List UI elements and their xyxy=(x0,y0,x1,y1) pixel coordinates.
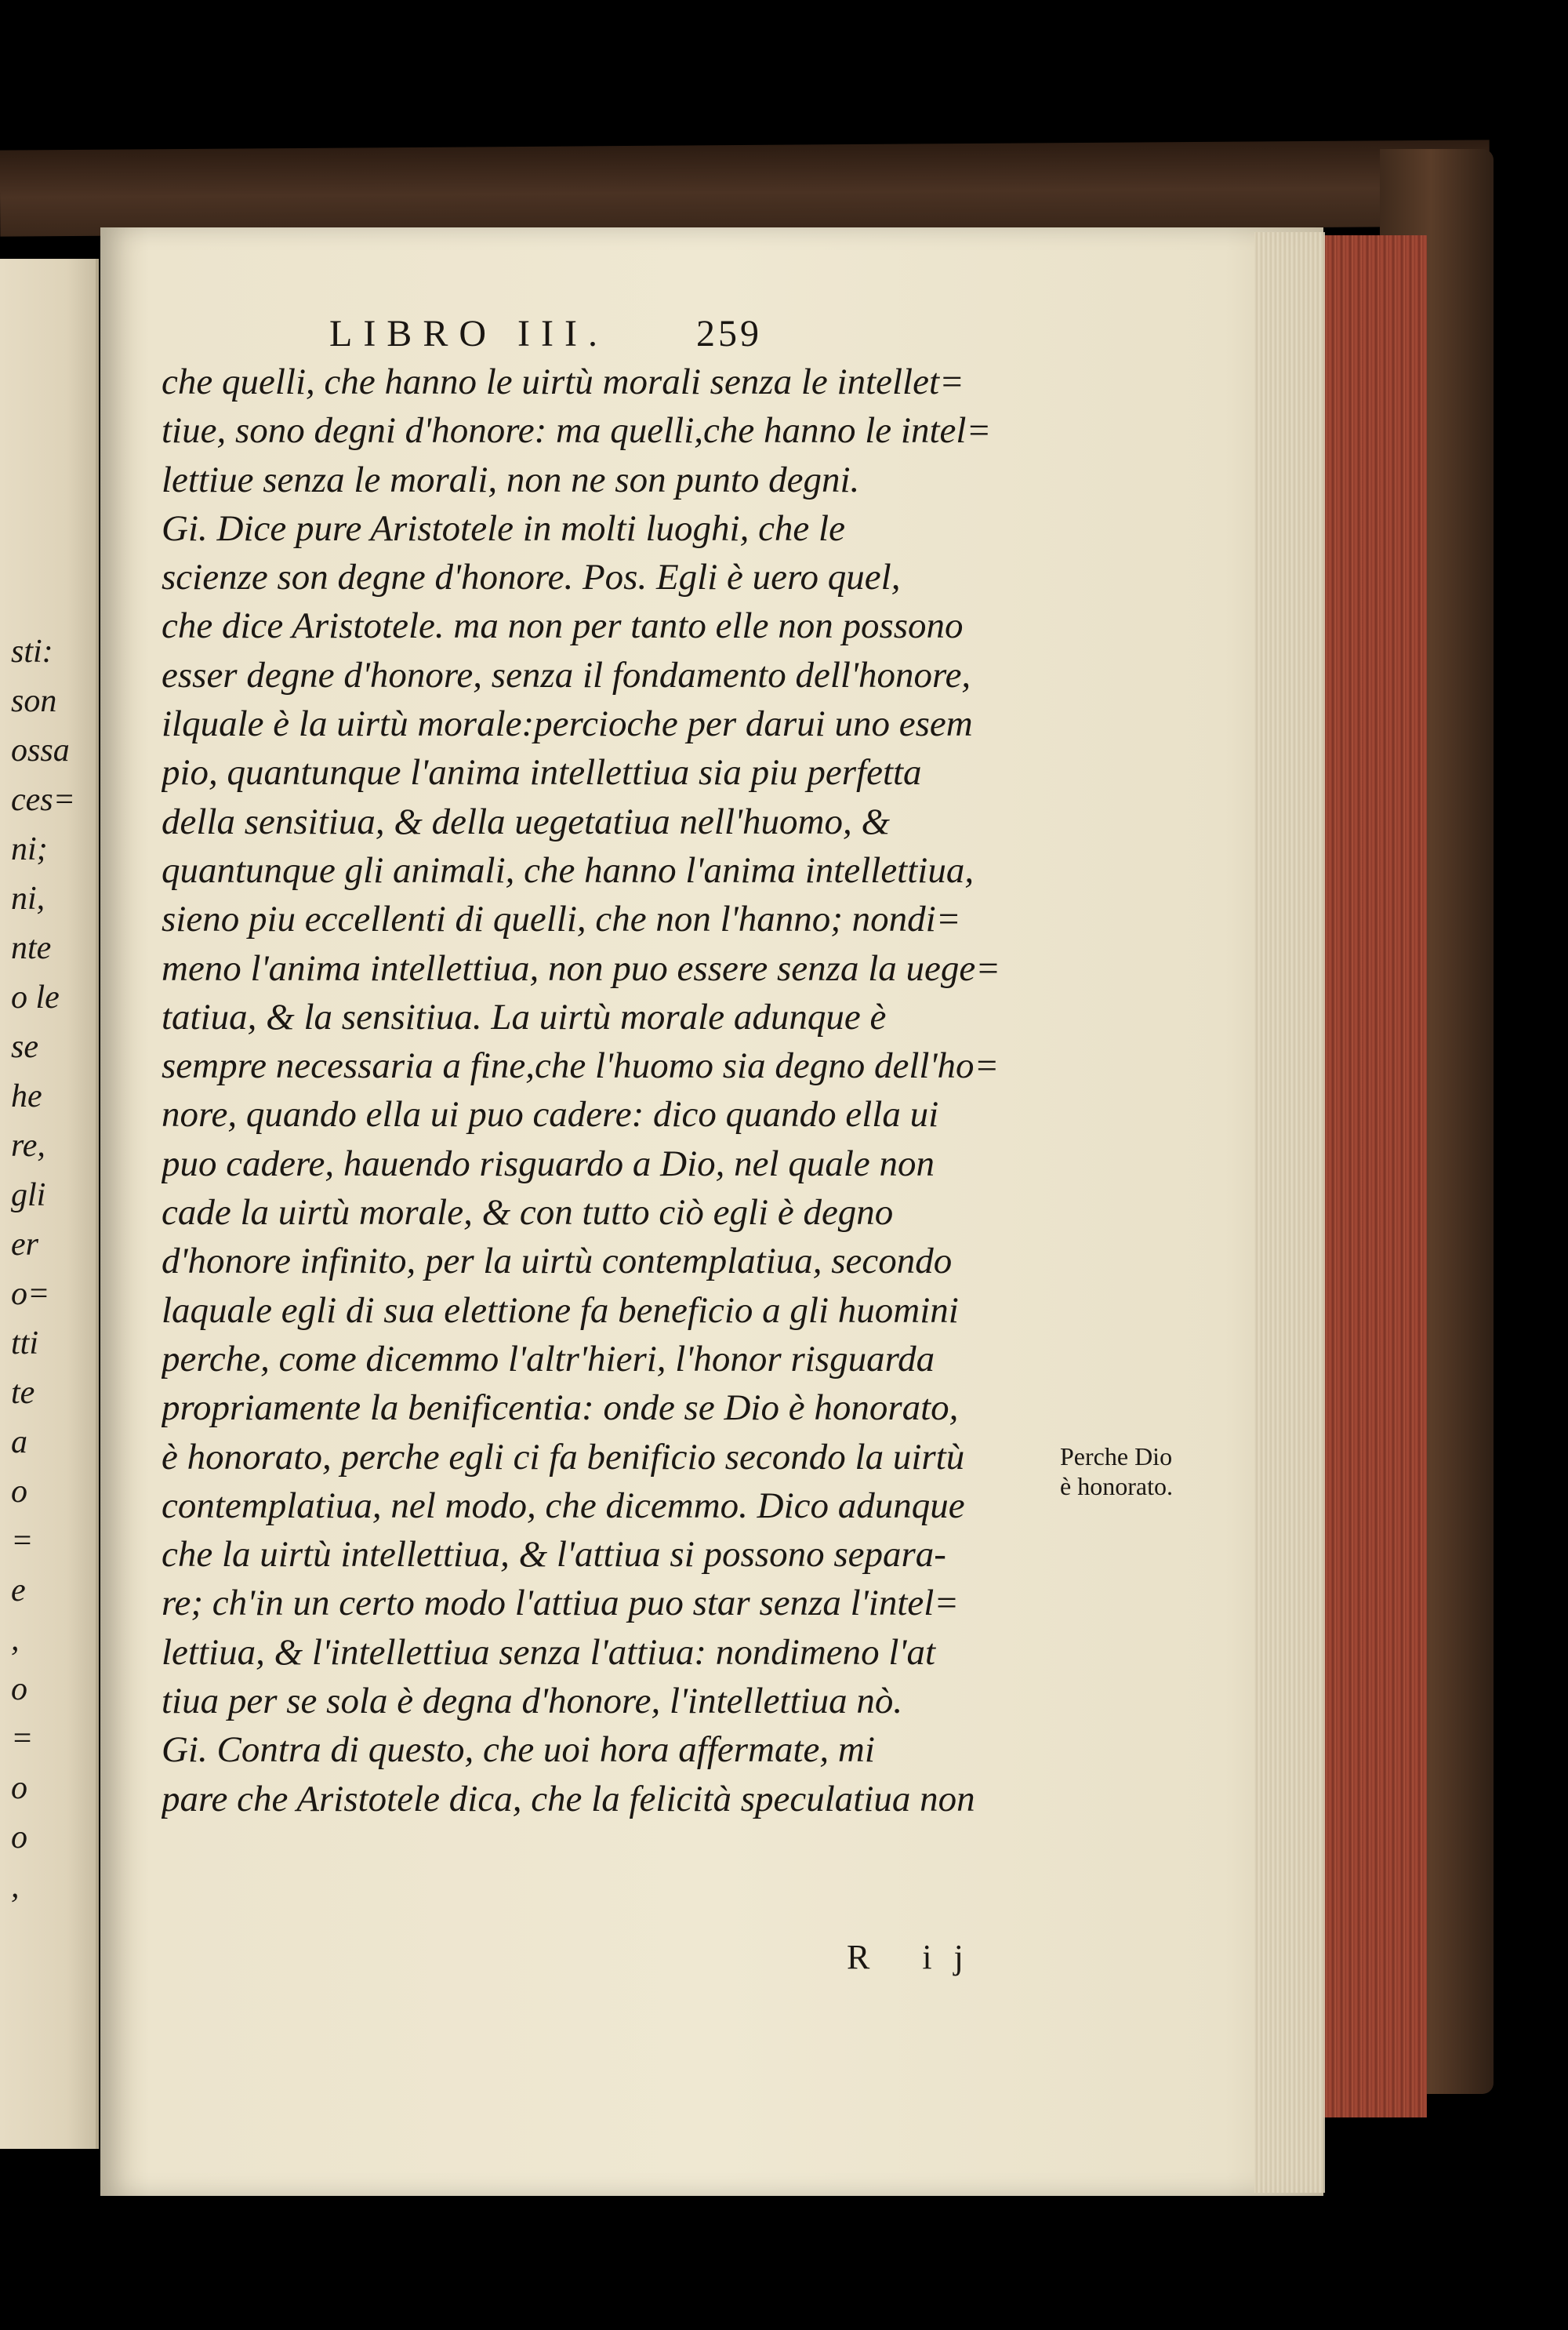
prev-page-fragment: = xyxy=(11,1523,34,1559)
prev-page-fragment: ni, xyxy=(11,881,45,917)
page-stack-edges xyxy=(1254,232,1325,2193)
text-line: lettiue senza le morali, non ne son punto degni. xyxy=(162,459,860,500)
running-head-title: LIBRO III. xyxy=(329,313,608,354)
signature-mark: R ij xyxy=(847,1938,985,1976)
text-line: laquale egli di sua elettione fa beneficio a gli huomini xyxy=(162,1289,959,1331)
book-cover-top xyxy=(0,140,1490,236)
prev-page-fragment: gli xyxy=(11,1177,46,1213)
running-head xyxy=(329,312,1035,355)
text-line: è honorato, perche egli ci fa benificio secondo la uirtù xyxy=(162,1436,965,1478)
prev-page-fragment: son xyxy=(11,683,57,719)
prev-page-fragment: o xyxy=(11,1671,27,1707)
margin-note-line: Perche Dio xyxy=(1060,1442,1173,1470)
body-text xyxy=(162,358,1063,1823)
page-number: 259 xyxy=(695,313,762,354)
text-line: Gi. Dice pure Aristotele in molti luoghi, che le xyxy=(162,507,845,549)
prev-page-fragment: sti: xyxy=(11,634,53,670)
text-line: della sensitiua, & della uegetatiua nell'huomo, & xyxy=(162,801,891,842)
prev-page-fragment: he xyxy=(11,1078,42,1114)
text-line: quantunque gli animali, che hanno l'anima intellettiua, xyxy=(162,849,975,891)
text-line: puo cadere, hauendo risguardo a Dio, nel quale non xyxy=(162,1143,935,1184)
text-line: re; ch'in un certo modo l'attiua puo star senza l'intel= xyxy=(162,1583,960,1624)
prev-page-fragment: nte xyxy=(11,930,52,966)
text-line: tatiua, & la sensitiua. La uirtù morale adunque è xyxy=(162,996,887,1038)
text-line: contemplatiua, nel modo, che dicemmo. Dico adunque xyxy=(162,1485,965,1526)
prev-page-fragment: o= xyxy=(11,1276,50,1312)
prev-page-fragment: o xyxy=(11,1474,27,1510)
text-line: meno l'anima intellettiua, non puo essere senza la uege= xyxy=(162,947,1000,989)
prev-page-fragment: , xyxy=(11,1622,20,1658)
prev-page-fragment: , xyxy=(11,1869,20,1905)
text-line: Gi. Contra di questo, che uoi hora affermate, mi xyxy=(162,1729,875,1771)
text-line: sempre necessaria a fine,che l'huomo sia degno dell'ho= xyxy=(162,1045,1000,1087)
show-through-text xyxy=(1160,1333,1165,1357)
text-line: perche, come dicemmo l'altr'hieri, l'honor risguarda xyxy=(162,1338,935,1379)
prev-page-fragment: ni; xyxy=(11,831,48,867)
text-line: pare che Aristotele dica, che la felicità speculatiua non xyxy=(162,1778,975,1819)
show-through-text xyxy=(1098,1592,1102,1616)
prev-page-fragment: o le xyxy=(11,980,60,1016)
text-line: lettiua, & l'intellettiua senza l'attiua: nondimeno l'at xyxy=(162,1631,936,1673)
prev-page-fragment: e xyxy=(11,1572,26,1608)
text-line: nore, quando ella ui puo cadere: dico quando ella ui xyxy=(162,1094,939,1136)
show-through-text xyxy=(1086,369,1091,392)
text-line: pio, quantunque l'anima intellettiua sia piu perfetta xyxy=(162,752,922,794)
text-line: sieno piu eccellenti di quelli, che non l'hanno; nondi= xyxy=(162,899,961,940)
prev-page-fragment: se xyxy=(11,1029,38,1065)
prev-page-fragment: = xyxy=(11,1721,34,1757)
prev-page-fragment: ossa xyxy=(11,732,70,769)
prev-page-fragment: o xyxy=(11,1770,27,1806)
text-line: che dice Aristotele. ma non per tanto elle non possono xyxy=(162,605,964,647)
margin-note-line: è honorato. xyxy=(1060,1472,1173,1500)
text-line: ilquale è la uirtù morale:percioche per darui uno esem xyxy=(162,703,973,745)
text-line: cade la uirtù morale, & con tutto ciò egli è degno xyxy=(162,1192,894,1234)
prev-page-fragment: er xyxy=(11,1227,38,1263)
prev-page-fragment: a xyxy=(11,1424,27,1460)
text-line: esser degne d'honore, senza il fondamento dell'honore, xyxy=(162,654,971,696)
text-line: tiue, sono degni d'honore: ma quelli,che hanno le intel= xyxy=(162,410,992,452)
text-line: d'honore infinito, per la uirtù contemplatiua, secondo xyxy=(162,1241,953,1282)
text-line: propriamente la benificentia: onde se Dio è honorato, xyxy=(162,1387,959,1429)
text-line: che quelli, che hanno le uirtù morali senza le intellet= xyxy=(162,362,964,402)
prev-page-fragment: tti xyxy=(11,1325,39,1361)
text-line: che la uirtù intellettiua, & l'attiua si possono separa- xyxy=(162,1534,946,1576)
text-line: tiua per se sola è degna d'honore, l'intellettiua nò. xyxy=(162,1681,903,1722)
previous-page-text-fragments xyxy=(11,627,97,1912)
prev-page-fragment: te xyxy=(11,1375,35,1411)
margin-note xyxy=(1060,1441,1248,1501)
text-line: scienze son degne d'honore. Pos. Egli è uero quel, xyxy=(162,557,901,598)
prev-page-fragment: ces= xyxy=(11,782,75,818)
prev-page-fragment: re, xyxy=(11,1128,45,1164)
prev-page-fragment: o xyxy=(11,1819,27,1856)
left-page xyxy=(0,259,99,2149)
